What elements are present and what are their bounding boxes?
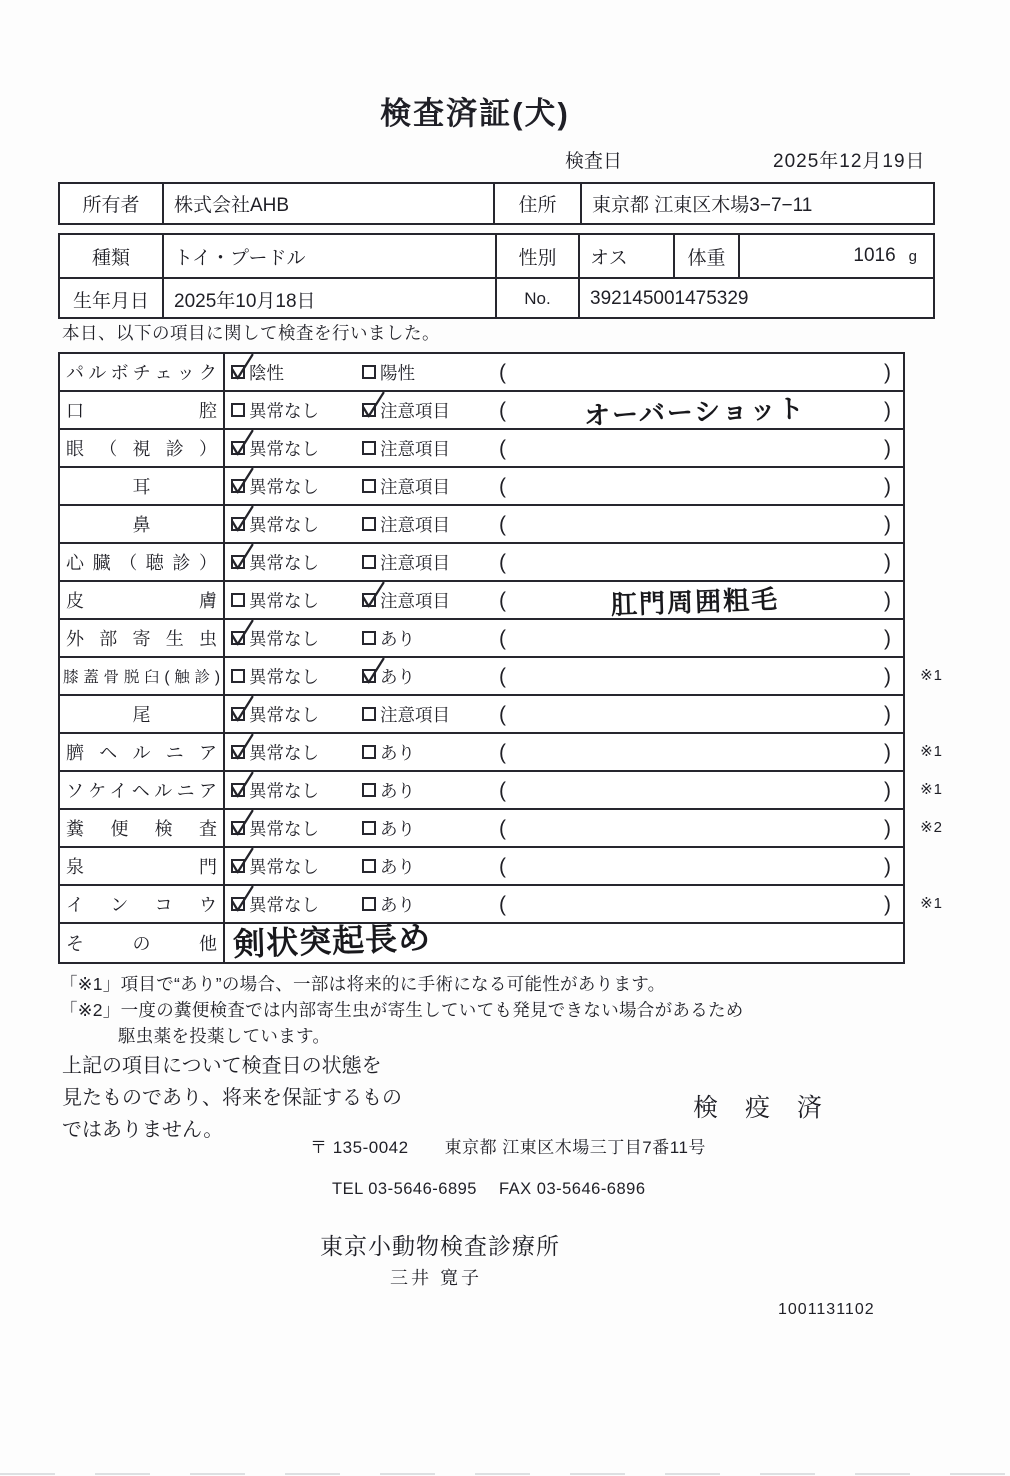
- checklist-option: [231, 360, 362, 385]
- option-label: 異常なし: [249, 552, 319, 573]
- pet-row-species: [60, 235, 933, 279]
- checklist-row: [60, 354, 903, 392]
- checklist-option: [231, 588, 362, 613]
- checklist-option: [231, 892, 362, 917]
- checkbox-unchecked: [362, 783, 376, 797]
- paren-close: ): [884, 740, 891, 764]
- row-label: 鼻: [60, 506, 225, 542]
- species-label: 種類: [60, 235, 164, 277]
- row-label: 泉門: [60, 848, 225, 884]
- paren-open: (: [499, 816, 506, 840]
- checklist-option: [362, 740, 499, 765]
- disclaimer-text: [62, 1050, 402, 1146]
- checklist-option: [362, 588, 499, 613]
- checkbox-checked: [231, 821, 245, 835]
- checklist-option: [362, 664, 499, 689]
- checklist-option: [231, 816, 362, 841]
- pet-row-birth: [60, 279, 933, 319]
- checklist-option: [362, 512, 499, 537]
- checkbox-unchecked: [362, 479, 376, 493]
- row-label: 糞便検査: [60, 810, 225, 846]
- option-label: 異常なし: [249, 894, 319, 915]
- paren-open: (: [499, 892, 506, 916]
- checklist-option: [362, 892, 499, 917]
- weight-unit: g: [908, 247, 917, 265]
- checklist-table: [58, 352, 943, 964]
- disclaimer-line: 上記の項目について検査日の状態を: [62, 1055, 382, 1077]
- paren-open: (: [499, 778, 506, 802]
- option-label: 陽性: [380, 362, 415, 383]
- checkbox-unchecked: [362, 517, 376, 531]
- handwritten-note: オーバーショット: [583, 392, 807, 431]
- ref-mark: ※1: [920, 895, 943, 912]
- row-label: 外部寄生虫: [60, 620, 225, 656]
- checklist-row: [60, 620, 903, 658]
- option-label: 注意項目: [380, 400, 450, 421]
- checkbox-checked: [231, 555, 245, 569]
- checklist-option: [362, 474, 499, 499]
- handwritten-note: 肛門周囲粗毛: [610, 583, 780, 620]
- paren-open: (: [499, 512, 506, 536]
- clinic-contact-line: [332, 1180, 646, 1199]
- option-label: 異常なし: [249, 400, 319, 421]
- checklist-row: [60, 468, 903, 506]
- row-content: [225, 919, 903, 963]
- veterinarian-name: 三井 寛子: [390, 1268, 483, 1288]
- row-label: 皮膚: [60, 582, 225, 618]
- option-label: 異常なし: [249, 666, 319, 687]
- option-label: 異常なし: [249, 780, 319, 801]
- checkbox-checked: [362, 403, 376, 417]
- paren-open: (: [499, 360, 506, 384]
- checklist-option: [362, 702, 499, 727]
- row-content: [225, 696, 903, 732]
- row-label: ソケイヘルニア: [60, 772, 225, 808]
- document-code: 1001131102: [778, 1301, 875, 1318]
- option-label: あり: [380, 742, 415, 763]
- paren-close: ): [884, 550, 891, 574]
- scan-edge-artifact: [0, 1473, 1010, 1475]
- checklist-row: [60, 886, 943, 924]
- clinic-tel: TEL 03-5646-6895: [332, 1180, 477, 1198]
- checklist-row: [60, 772, 943, 810]
- row-content: [225, 354, 903, 390]
- birth-value: 2025年10月18日: [164, 279, 497, 319]
- paren-close: ): [884, 778, 891, 802]
- row-content: [225, 392, 903, 431]
- paren-close: ): [884, 892, 891, 916]
- row-label: インコウ: [60, 886, 225, 922]
- footnote-1: 「※1」項目で“あり”の場合、一部は将来的に手術になる可能性があります。: [60, 974, 666, 994]
- paren-close: ): [884, 626, 891, 650]
- paren-open: (: [499, 398, 506, 422]
- sex-label: 性別: [497, 235, 580, 277]
- option-label: 異常なし: [249, 856, 319, 877]
- checklist-option: [231, 702, 362, 727]
- paren-open: (: [499, 588, 506, 612]
- checkbox-unchecked: [362, 707, 376, 721]
- row-label: 眼（視診）: [60, 430, 225, 466]
- inspection-date-label: 検査日: [565, 151, 623, 172]
- no-label: No.: [497, 279, 580, 319]
- paren-close: ): [884, 854, 891, 878]
- option-label: 注意項目: [380, 552, 450, 573]
- option-label: 注意項目: [380, 438, 450, 459]
- checklist-option: [231, 626, 362, 651]
- paren-close: ): [884, 360, 891, 384]
- address-label: 住所: [495, 184, 582, 223]
- checklist-option: [231, 474, 362, 499]
- clinic-name: 東京小動物検査診療所: [320, 1233, 560, 1259]
- row-content: [225, 772, 903, 808]
- paren-close: ): [884, 436, 891, 460]
- checklist-option: [362, 816, 499, 841]
- weight-label: 体重: [675, 235, 740, 277]
- option-label: 注意項目: [380, 704, 450, 725]
- owner-table: [58, 182, 935, 225]
- option-label: あり: [380, 856, 415, 877]
- option-label: 注意項目: [380, 514, 450, 535]
- option-label: 注意項目: [380, 590, 450, 611]
- checkbox-unchecked: [362, 897, 376, 911]
- checklist-option: [231, 512, 362, 537]
- checklist-row: [60, 544, 903, 582]
- checklist-option: [231, 436, 362, 461]
- paren-close: ): [884, 398, 891, 422]
- disclaimer-line: 見たものであり、将来を保証するもの: [62, 1087, 402, 1109]
- checkbox-checked: [231, 859, 245, 873]
- paren-open: (: [499, 436, 506, 460]
- row-content: [225, 430, 903, 466]
- checkbox-unchecked: [362, 745, 376, 759]
- option-label: あり: [380, 780, 415, 801]
- checklist-row: [60, 506, 903, 544]
- row-label: 臍ヘルニア: [60, 734, 225, 770]
- paren-close: ): [884, 474, 891, 498]
- checklist-row: [60, 392, 903, 430]
- ref-mark: ※1: [920, 667, 943, 684]
- checklist-option: [231, 398, 362, 423]
- row-label: その他: [60, 924, 225, 962]
- row-content: [225, 658, 903, 694]
- owner-row: [60, 184, 933, 223]
- checklist-option: [231, 664, 362, 689]
- ref-mark: ※1: [920, 781, 943, 798]
- paren-open: (: [499, 740, 506, 764]
- option-label: 異常なし: [249, 704, 319, 725]
- paren-open: (: [499, 854, 506, 878]
- checkbox-unchecked: [362, 631, 376, 645]
- ref-mark: ※1: [920, 743, 943, 760]
- checkbox-checked: [231, 517, 245, 531]
- clinic-fax: FAX 03-5646-6896: [499, 1180, 646, 1198]
- species-value: トイ・プードル: [164, 235, 497, 277]
- clinic-address-line: [310, 1133, 706, 1158]
- checklist-option: [362, 626, 499, 651]
- row-label: 膝蓋骨脱臼(触診): [60, 658, 225, 694]
- row-label: 尾: [60, 696, 225, 732]
- checkbox-checked: [231, 365, 245, 379]
- checkbox-unchecked: [231, 669, 245, 683]
- owner-value: 株式会社AHB: [164, 184, 495, 223]
- checklist-option: [231, 778, 362, 803]
- row-content: [225, 810, 903, 846]
- row-content: [225, 544, 903, 580]
- disclaimer-line: ではありません。: [62, 1119, 224, 1141]
- checkbox-checked: [231, 441, 245, 455]
- checklist-option: [362, 360, 499, 385]
- checkbox-checked: [231, 897, 245, 911]
- paren-close: ): [884, 664, 891, 688]
- paren-open: (: [499, 474, 506, 498]
- checklist-option: [362, 398, 499, 423]
- checklist-option: [362, 854, 499, 879]
- paren-open: (: [499, 702, 506, 726]
- row-label: 口腔: [60, 392, 225, 428]
- checkbox-checked: [231, 745, 245, 759]
- birth-label: 生年月日: [60, 279, 164, 319]
- quarantine-stamp: 検 疫 済: [693, 1094, 832, 1122]
- checkbox-unchecked: [231, 593, 245, 607]
- option-label: 異常なし: [249, 514, 319, 535]
- clinic-postal-code: 〒 135-0042: [310, 1138, 409, 1157]
- checklist-option: [231, 854, 362, 879]
- option-label: あり: [380, 628, 415, 649]
- checklist-option: [231, 740, 362, 765]
- option-label: あり: [380, 666, 415, 687]
- paren-close: ): [884, 512, 891, 536]
- option-label: 陰性: [249, 362, 284, 383]
- checklist-option: [231, 550, 362, 575]
- checklist-row: [60, 848, 903, 886]
- checklist-row: [60, 430, 903, 468]
- footnote-3: 駆虫薬を投薬しています。: [118, 1026, 331, 1046]
- row-label: 心臓（聴診）: [60, 544, 225, 580]
- option-label: 異常なし: [249, 590, 319, 611]
- footnote-2: 「※2」一度の糞便検査では内部寄生虫が寄生していても発見できない場合があるため: [60, 1000, 744, 1020]
- checkbox-checked: [362, 593, 376, 607]
- row-content: [225, 734, 903, 770]
- checkbox-checked: [231, 707, 245, 721]
- row-content: [225, 506, 903, 542]
- checkbox-unchecked: [362, 441, 376, 455]
- row-content: [225, 468, 903, 504]
- checklist-option: [362, 778, 499, 803]
- option-label: 注意項目: [380, 476, 450, 497]
- paren-open: (: [499, 664, 506, 688]
- paren-close: ): [884, 702, 891, 726]
- paren-open: (: [499, 626, 506, 650]
- owner-label: 所有者: [60, 184, 164, 223]
- paren-close: ): [884, 816, 891, 840]
- option-label: 異常なし: [249, 628, 319, 649]
- checklist-option: [362, 436, 499, 461]
- checklist-row: [60, 919, 903, 963]
- option-label: 異常なし: [249, 742, 319, 763]
- row-label: 耳: [60, 468, 225, 504]
- page-title: 検査済証(犬): [380, 96, 570, 131]
- handwritten-note: 剣状突起長め: [232, 919, 432, 963]
- clinic-address: 東京都 江東区木場三丁目7番11号: [444, 1138, 706, 1157]
- checkbox-checked: [231, 631, 245, 645]
- checkbox-unchecked: [362, 365, 376, 379]
- address-value: 東京都 江東区木場3−7−11: [592, 195, 813, 216]
- pet-table: [58, 233, 935, 319]
- no-value: 392145001475329: [590, 288, 749, 309]
- inspection-date-value: 2025年12月19日: [773, 151, 926, 172]
- sex-value: オス: [580, 235, 675, 277]
- checklist-row: [60, 734, 943, 772]
- checkbox-unchecked: [362, 859, 376, 873]
- row-content: [225, 620, 903, 656]
- row-label: パルボチェック: [60, 354, 225, 390]
- checkbox-checked: [231, 479, 245, 493]
- note-area: [506, 392, 884, 429]
- row-content: [225, 582, 903, 618]
- paren-open: (: [499, 550, 506, 574]
- checkbox-unchecked: [362, 555, 376, 569]
- ref-mark: ※2: [920, 819, 943, 836]
- option-label: 異常なし: [249, 438, 319, 459]
- option-label: あり: [380, 894, 415, 915]
- checkbox-checked: [231, 783, 245, 797]
- checklist-row: [60, 582, 903, 620]
- row-content: [225, 848, 903, 884]
- checkbox-unchecked: [231, 403, 245, 417]
- option-label: あり: [380, 818, 415, 839]
- weight-value-cell: [740, 235, 933, 277]
- option-label: 異常なし: [249, 476, 319, 497]
- paren-close: ): [884, 588, 891, 612]
- option-label: 異常なし: [249, 818, 319, 839]
- note-area: [506, 582, 884, 619]
- checkbox-checked: [362, 669, 376, 683]
- checklist-row: [60, 696, 903, 734]
- intro-text: 本日、以下の項目に関して検査を行いました。: [62, 323, 440, 343]
- weight-value: 1016: [853, 245, 896, 266]
- checklist-row: [60, 810, 943, 848]
- checklist-option: [362, 550, 499, 575]
- checkbox-unchecked: [362, 821, 376, 835]
- checklist-row: [60, 658, 943, 696]
